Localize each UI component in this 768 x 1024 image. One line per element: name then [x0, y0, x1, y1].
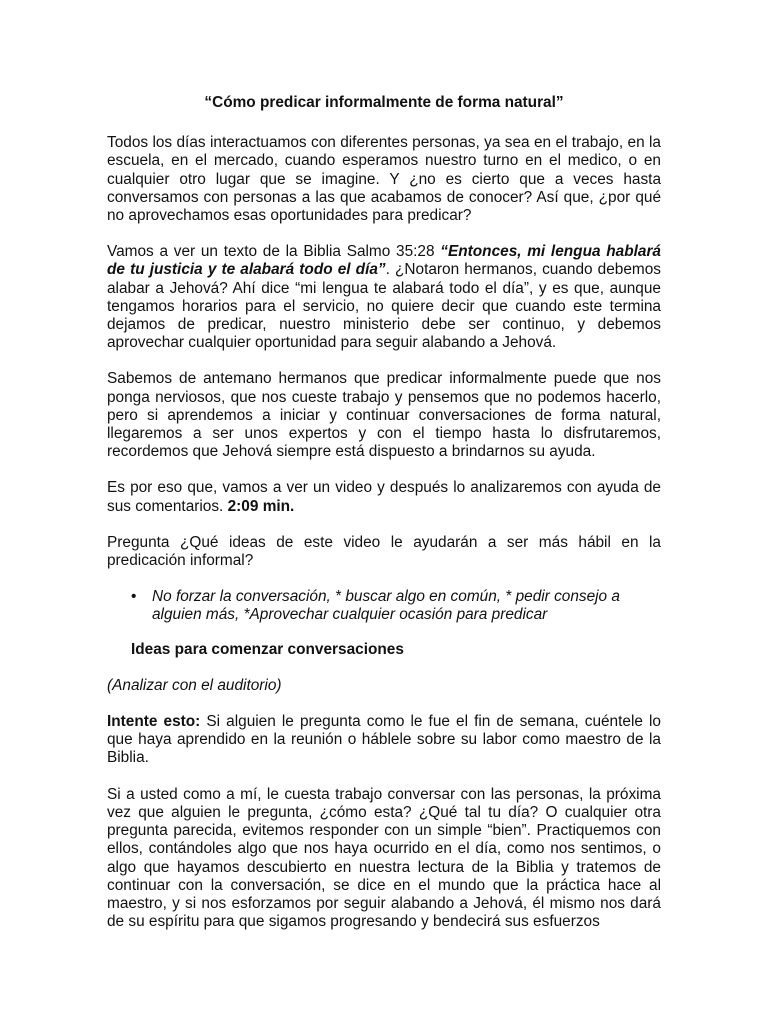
document-title: “Cómo predicar informalmente de forma natural” — [204, 94, 564, 111]
list-item-text: No forzar la conversación, * buscar algo en común, * pedir consejo a alguien más, *Aprovechar cualquier ocasión para predicar — [152, 588, 620, 624]
paragraph-question: Pregunta ¿Qué ideas de este video le ayudarán a ser más hábil en la predicación informal? — [107, 533, 661, 570]
video-duration: 2:09 min. — [227, 497, 295, 515]
paragraph-intro: Todos los días interactuamos con diferentes personas, ya sea en el trabajo, en la escuela, en el mercado, cuando esperamos nuestro turno en el medico, o en cualquier otro lugar que se imagine. Y ¿no es cierto que a veces hasta conversamos con personas a las que acabamos de conocer? Así que, ¿por qué no aprovechamos esas oportunidades para predicar? — [107, 134, 661, 225]
paragraph-psalm-intro: Vamos a ver un texto de la Biblia Salmo 35:28 — [107, 243, 441, 261]
section-heading: Ideas para comenzar conversaciones — [131, 640, 404, 658]
paragraph-video-text: Es por eso que, vamos a ver un video y después lo analizaremos con ayuda de sus comentarios. — [107, 479, 661, 515]
analyze-note: (Analizar con el auditorio) — [107, 676, 282, 694]
ideas-list — [107, 588, 661, 624]
document-page — [107, 94, 661, 949]
try-this-label: Intente esto: — [107, 713, 201, 731]
paragraph-practice: Si a usted como a mí, le cuesta trabajo conversar con las personas, la próxima vez que alguien le pregunta, ¿cómo esta? ¿Qué tal tu día? O cualquier otra pregunta parecida, evitemos responder con un simple “bien”. Practiquemos con ellos, contándoles algo que nos haya ocurrido en el día, como nos sentimos, o algo que hayamos descubierto en nuestra lectura de la Biblia y tratemos de continuar con la conversación, se dice en el mundo que la práctica hace al maestro, y si nos esforzamos por seguir alabando a Jehová, él mismo nos dará de su espíritu para que sigamos progresando y bendecirá sus esfuerzos — [107, 785, 661, 931]
try-this-text: Si alguien le pregunta como le fue el fin de semana, cuéntele lo que haya aprendido en la reunión o háblele sobre su labor como maestro de la Biblia. — [107, 713, 661, 767]
paragraph-video — [107, 479, 661, 515]
list-item — [107, 588, 661, 624]
paragraph-try-this — [107, 713, 661, 768]
paragraph-psalm-rest: . ¿Notaron hermanos, cuando debemos alabar a Jehová? Ahí dice “mi lengua te alabará todo el día”, y es que, aunque tengamos horarios para el servicio, no quiere decir que cuando este termina dejamos de predicar, nuestro ministerio debe ser continuo, y debemos aprovechar cualquier oportunidad para seguir alabando a Jehová. — [107, 261, 661, 352]
bullet-icon: • — [131, 588, 137, 606]
paragraph-nervous: Sabemos de antemano hermanos que predicar informalmente puede que nos ponga nerviosos, que nos cueste trabajo y pensemos que no podemos hacerlo, pero si aprendemos a iniciar y continuar conversaciones de forma natural, llegaremos a ser unos expertos y con el tiempo hasta lo disfrutaremos, recordemos que Jehová siempre está dispuesto a brindarnos su ayuda. — [107, 370, 661, 461]
psalm-quote: “Entonces, mi lengua hablará de tu justicia y te alabará todo el día” — [107, 243, 661, 279]
paragraph-psalm — [107, 243, 661, 352]
